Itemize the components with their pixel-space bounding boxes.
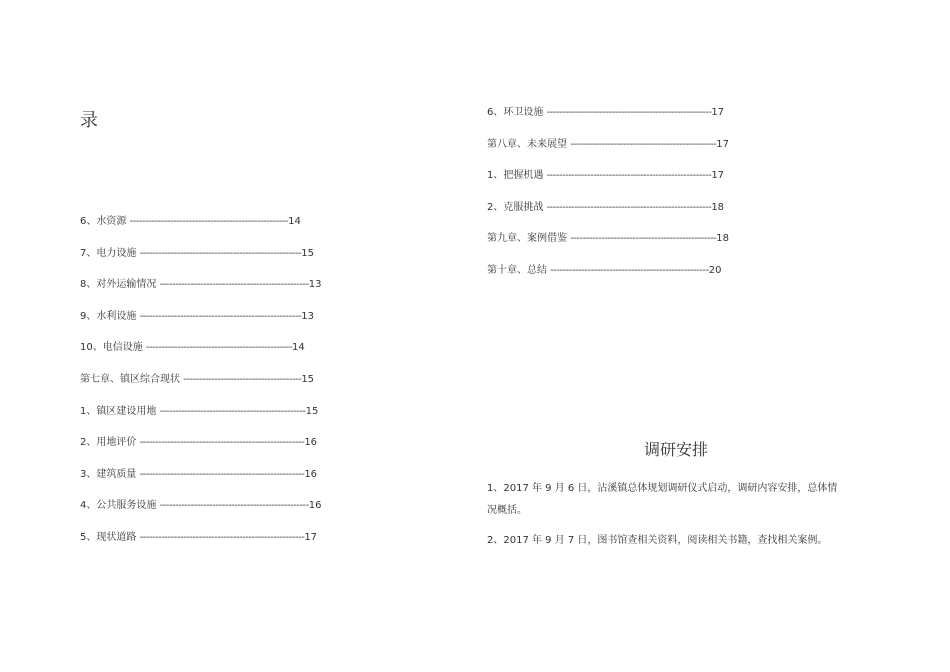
toc-chapter-entry: 第七章、镇区综合现状 --------------------------------------15 (80, 373, 315, 385)
toc-entry: 10、电信设施 -----------------------------------------------14 (80, 342, 305, 354)
toc-heading: 录 (80, 110, 98, 131)
toc-entry: 2、克服挑战 -----------------------------------------------------18 (487, 201, 725, 213)
toc-chapter-entry: 第九章、案例借鉴 -----------------------------------------------18 (487, 233, 730, 245)
toc-entry: 9、水利设施 ----------------------------------------------------13 (80, 310, 314, 322)
section-title: 调研安排 (644, 440, 709, 459)
toc-chapter-entry: 第八章、未来展望 -----------------------------------------------17 (487, 138, 730, 150)
toc-entry: 1、把握机遇 -----------------------------------------------------17 (487, 170, 725, 182)
toc-entry: 7、电力设施 ----------------------------------------------------15 (80, 247, 314, 259)
toc-entry: 3、建筑质量 -----------------------------------------------------16 (80, 468, 318, 480)
body-paragraph: 1、2017 年 9 月 6 日，沾溪镇总体规划调研仪式启动，调研内容安排，总体情况概括。 (487, 483, 838, 516)
toc-entry: 6、环卫设施 -----------------------------------------------------17 (487, 107, 725, 118)
toc-entry: 6、水资源 ---------------------------------------------------14 (80, 216, 301, 227)
toc-entry: 1、镇区建设用地 -----------------------------------------------15 (80, 405, 319, 417)
body-paragraph: 2、2017 年 9 月 7 日，图书馆查相关资料，阅读相关书籍，查找相关案例。 (487, 535, 828, 546)
toc-entry: 8、对外运输情况 ------------------------------------------------13 (80, 279, 322, 291)
toc-entry: 4、公共服务设施 ------------------------------------------------16 (80, 500, 322, 512)
toc-entry: 5、现状道路 -----------------------------------------------------17 (80, 531, 318, 543)
toc-chapter-entry: 第十章、总结 ---------------------------------------------------20 (487, 264, 722, 276)
toc-left-column (80, 212, 380, 560)
toc-right-column (487, 103, 787, 293)
toc-entry: 2、用地评价 -----------------------------------------------------16 (80, 437, 318, 449)
